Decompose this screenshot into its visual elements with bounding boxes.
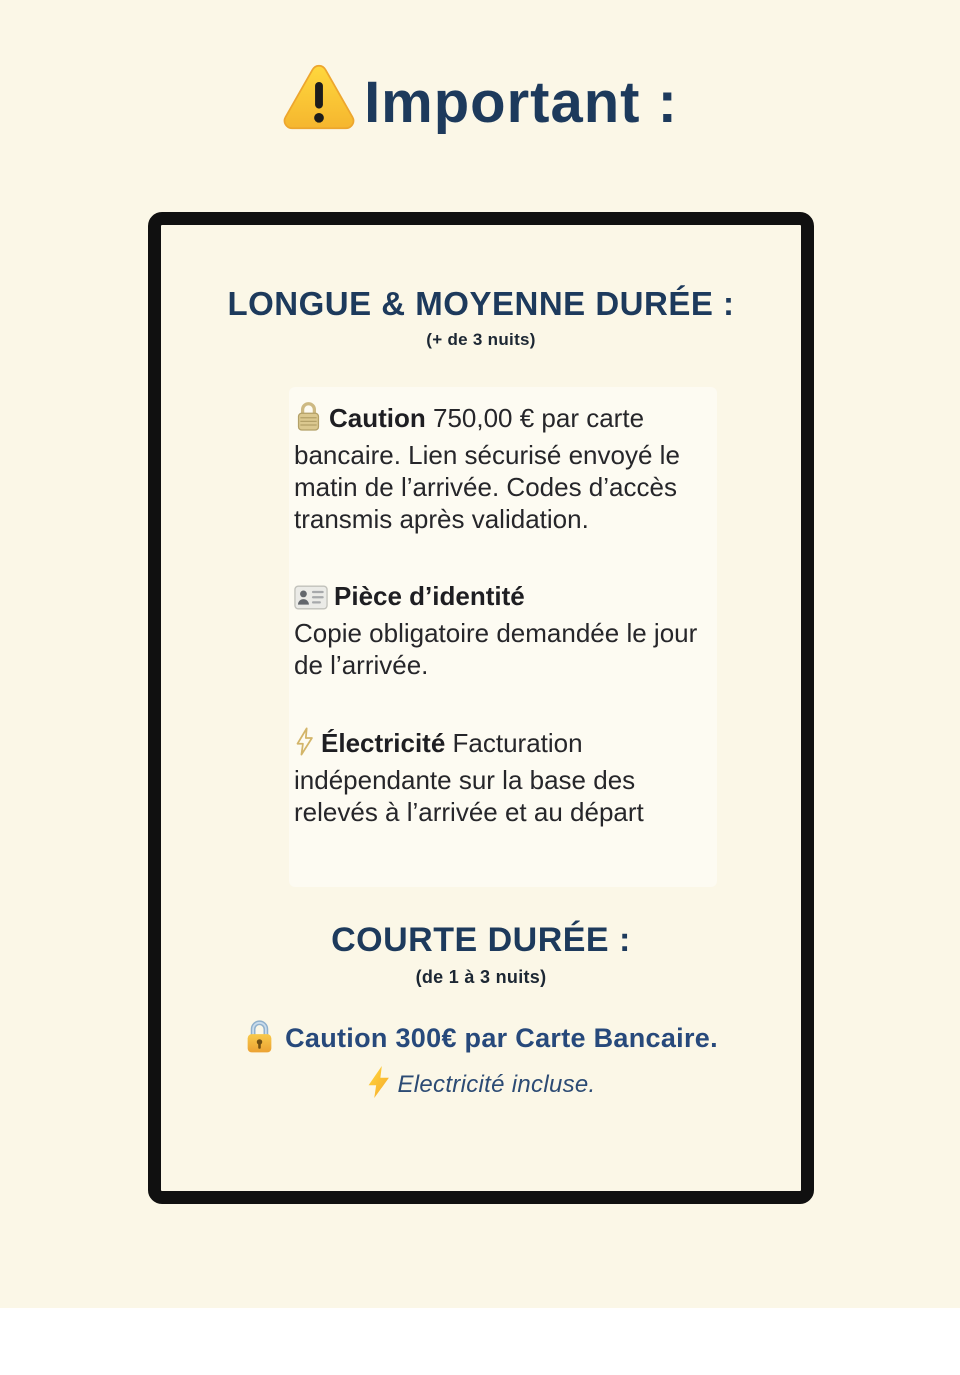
short-stay-electricity-text: Electricité incluse. — [397, 1070, 596, 1098]
short-stay-caution-text: Caution 300€ par Carte Bancaire. — [285, 1023, 718, 1053]
short-stay-electricity-line — [161, 1065, 801, 1104]
list-item-identity — [294, 580, 710, 681]
long-stay-items — [294, 399, 710, 828]
padlock-gold-icon — [294, 399, 323, 439]
lightning-outline-icon — [294, 726, 315, 764]
item-label: Pièce d’identité — [334, 581, 525, 611]
long-stay-header — [161, 285, 801, 350]
list-item-electricity — [294, 726, 710, 828]
page-title-row — [0, 62, 960, 137]
long-stay-heading: LONGUE & MOYENNE DURÉE : — [227, 285, 735, 322]
short-stay-caution-line — [161, 1018, 801, 1059]
warning-icon — [282, 62, 356, 137]
short-stay-heading: COURTE DURÉE : — [331, 921, 631, 959]
long-stay-subheading: (+ de 3 nuits) — [426, 329, 536, 349]
padlock-emoji-icon — [244, 1018, 275, 1059]
short-stay-header — [161, 921, 801, 988]
info-card-inner — [161, 225, 801, 1191]
id-card-icon — [294, 585, 328, 617]
item-text: 750,00 € par carte bancaire. Lien sécurisé envoyé le matin de l’arrivée. Codes d’accès transmis après validation. — [294, 403, 680, 534]
page-title: Important : — [364, 69, 678, 135]
item-label: Électricité — [321, 728, 446, 758]
list-item-caution — [294, 399, 710, 535]
item-text: Copie obligatoire demandée le jour de l’arrivée. — [294, 618, 698, 680]
short-stay-subheading: (de 1 à 3 nuits) — [415, 967, 547, 988]
lightning-bolt-icon — [366, 1065, 391, 1104]
item-text: Facturation indépendante sur la base des relevés à l’arrivée et au départ — [294, 728, 644, 827]
info-card — [148, 212, 814, 1204]
item-label: Caution — [329, 403, 426, 433]
